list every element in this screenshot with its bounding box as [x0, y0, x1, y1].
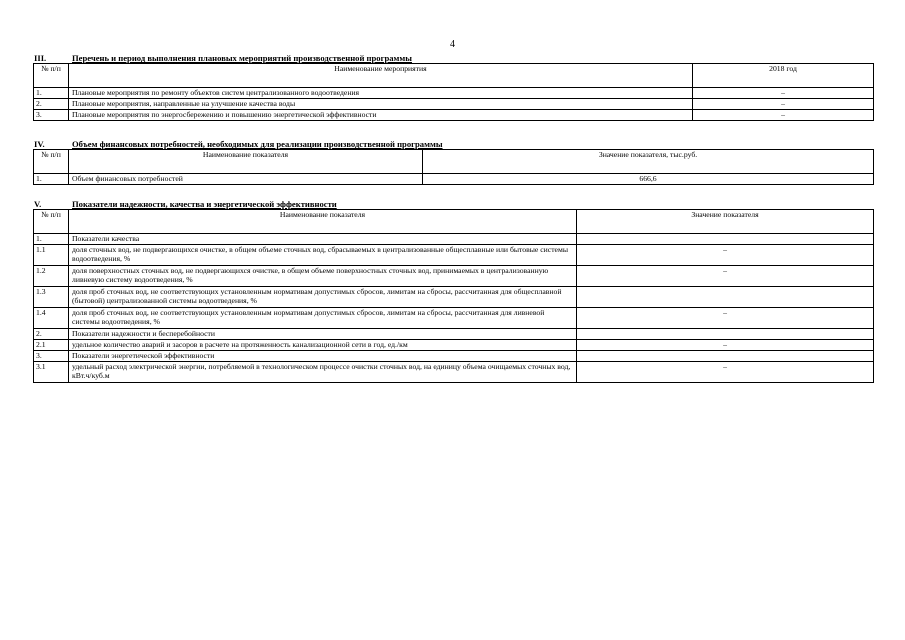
row-value: –	[577, 340, 874, 351]
row-number: 1.	[34, 234, 69, 245]
header-no: № п/п	[34, 150, 69, 174]
table-header-row	[34, 64, 874, 88]
row-name: Плановые мероприятия, направленные на улучшение качества воды	[69, 99, 693, 110]
row-number: 1.	[34, 88, 69, 99]
table-row	[34, 110, 874, 121]
table-row	[34, 329, 874, 340]
row-number: 1.2	[34, 266, 69, 287]
row-value: –	[693, 99, 874, 110]
row-number: 1.4	[34, 308, 69, 329]
row-name: Плановые мероприятия по ремонту объектов систем централизованного водоотведения	[69, 88, 693, 99]
row-value	[577, 234, 874, 245]
row-value: –	[693, 110, 874, 121]
header-value: Значение показателя, тыс.руб.	[423, 150, 874, 174]
row-number: 3.	[34, 110, 69, 121]
row-name: доля поверхностных сточных вод, не подвергающихся очистке, в общем объеме поверхностных сточных вод, принимаемых в централизованную ливневую систему водоотведения, %	[69, 266, 577, 287]
row-number: 3.	[34, 351, 69, 362]
section-4-heading	[34, 139, 443, 149]
row-value: –	[577, 308, 874, 329]
row-name: удельное количество аварий и засоров в расчете на протяженность канализационной сети в год, ед./км	[69, 340, 577, 351]
section-5-number: V.	[34, 199, 42, 209]
table-row	[34, 174, 874, 185]
row-name: Показатели качества	[69, 234, 577, 245]
table-header-row	[34, 150, 874, 174]
header-name: Наименование показателя	[69, 150, 423, 174]
table-row	[34, 287, 874, 308]
row-number: 1.1	[34, 245, 69, 266]
row-name: Показатели надежности и бесперебойности	[69, 329, 577, 340]
section-3-title: Перечень и период выполнения плановых мероприятий производственной программы	[72, 53, 412, 63]
header-value: Значение показателя	[577, 210, 874, 234]
section-5-title: Показатели надежности, качества и энергетической эффективности	[72, 199, 337, 209]
table-row	[34, 362, 874, 383]
table-row	[34, 266, 874, 287]
row-number: 3.1	[34, 362, 69, 383]
section-3-table	[33, 63, 874, 121]
row-name: Плановые мероприятия по энергосбережению и повышению энергетической эффективности	[69, 110, 693, 121]
row-value	[577, 287, 874, 308]
section-4-table	[33, 149, 874, 185]
row-name: Показатели энергетической эффективности	[69, 351, 577, 362]
row-value: –	[693, 88, 874, 99]
row-value: –	[577, 245, 874, 266]
section-4-number: IV.	[34, 139, 45, 149]
table-row	[34, 351, 874, 362]
table-row	[34, 88, 874, 99]
header-no: № п/п	[34, 64, 69, 88]
section-4-title: Объем финансовых потребностей, необходимых для реализации производственной программы	[72, 139, 443, 149]
header-year: 2018 год	[693, 64, 874, 88]
row-number: 2.	[34, 99, 69, 110]
page-number: 4	[450, 39, 455, 50]
row-number: 1.3	[34, 287, 69, 308]
table-row	[34, 340, 874, 351]
row-name: доля сточных вод, не подвергающихся очистке, в общем объеме сточных вод, сбрасываемых в централизованные общесплавные или бытовые системы водоотведения, %	[69, 245, 577, 266]
section-3-number: III.	[34, 53, 47, 63]
row-name: доля проб сточных вод, не соответствующих установленным нормативам допустимых сбросов, лимитам на сбросы, рассчитанная для общесплавной (бытовой) централизованной системы водоотведения, %	[69, 287, 577, 308]
section-3-heading	[34, 53, 412, 63]
row-number: 1.	[34, 174, 69, 185]
header-no: № п/п	[34, 210, 69, 234]
table-header-row	[34, 210, 874, 234]
table-row	[34, 308, 874, 329]
row-name: Объем финансовых потребностей	[69, 174, 423, 185]
header-name: Наименование мероприятия	[69, 64, 693, 88]
table-row	[34, 234, 874, 245]
row-name: доля проб сточных вод, не соответствующих установленным нормативам допустимых сбросов, лимитам на сбросы, рассчитанная для ливневой системы водоотведения, %	[69, 308, 577, 329]
section-5-table	[33, 209, 874, 383]
header-name: Наименование показателя	[69, 210, 577, 234]
row-value: 666,6	[423, 174, 874, 185]
row-value	[577, 329, 874, 340]
section-5-heading	[34, 199, 337, 209]
row-name: удельный расход электрической энергии, потребляемой в технологическом процессе очистки сточных вод, на единицу объема очищаемых сточных вод, кВт.ч/куб.м	[69, 362, 577, 383]
table-row	[34, 99, 874, 110]
row-number: 2.1	[34, 340, 69, 351]
row-value	[577, 351, 874, 362]
row-number: 2.	[34, 329, 69, 340]
row-value: –	[577, 266, 874, 287]
row-value: –	[577, 362, 874, 383]
table-row	[34, 245, 874, 266]
